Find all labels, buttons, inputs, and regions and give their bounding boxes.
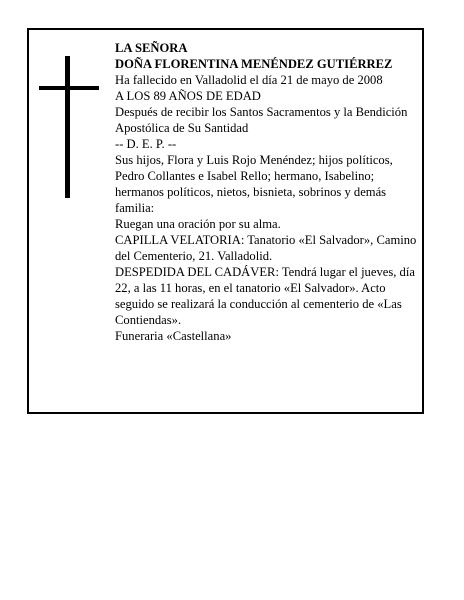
heading-title: LA SEÑORA [115,41,188,55]
notice-text [115,40,420,344]
prayer-text: Ruegan una oración por su alma. [115,217,281,231]
age-info: A LOS 89 AÑOS DE EDAD [115,89,261,103]
cross-vertical-bar [65,56,70,198]
rip-text: -- D. E. P. -- [115,137,177,151]
family-text: Sus hijos, Flora y Luis Rojo Menéndez; hijos políticos, Pedro Collantes e Isabel Rello; hermano, Isabelino; hermanos políticos, nietos, bisnieta, sobrinos y demás familia: [115,153,393,215]
funeral-home-text: Funeraria «Castellana» [115,329,232,343]
sacraments-text: Después de recibir los Santos Sacramentos y la Bendición Apostólica de Su Santidad [115,105,408,135]
cross-icon [39,56,99,198]
farewell-text: DESPEDIDA DEL CADÁVER: Tendrá lugar el jueves, día 22, a las 11 horas, en el tanatorio «El Salvador». Acto seguido se realizará la conducción al cementerio de «Las Contiendas». [115,265,415,327]
cross-horizontal-bar [39,86,99,90]
death-info: Ha fallecido en Valladolid el día 21 de mayo de 2008 [115,73,383,87]
chapel-text: CAPILLA VELATORIA: Tanatorio «El Salvador», Camino del Cementerio, 21. Valladolid. [115,233,417,263]
deceased-name: DOÑA FLORENTINA MENÉNDEZ GUTIÉRREZ [115,57,393,71]
obituary-notice [27,28,424,414]
